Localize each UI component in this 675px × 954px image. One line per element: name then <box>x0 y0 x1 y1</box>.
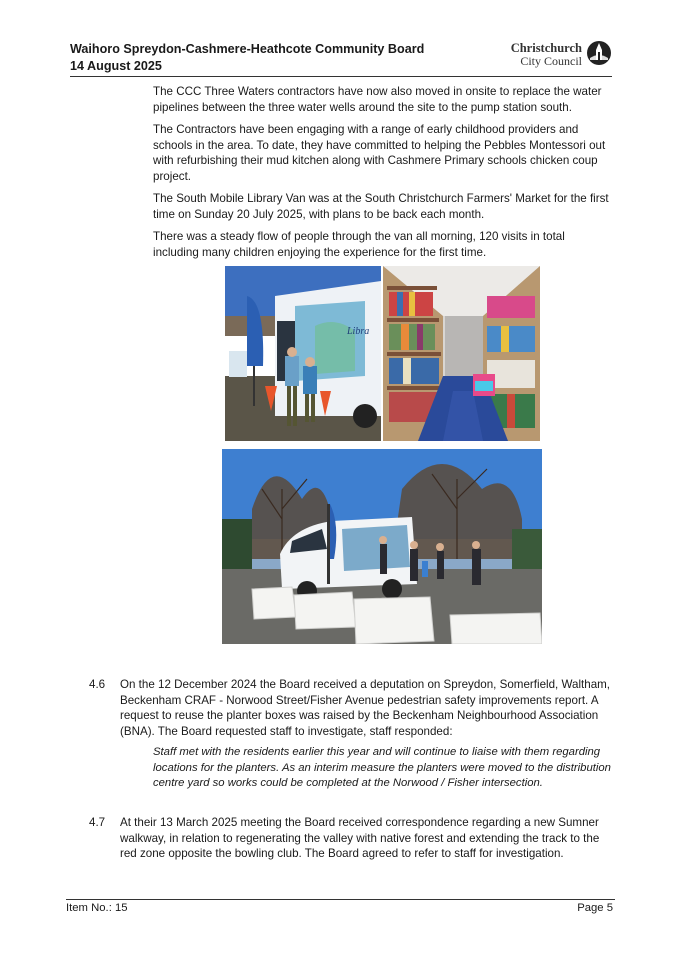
item-text-4-7: At their 13 March 2025 meeting the Board received correspondence regarding a new Sumner walkway, in relation to regenerating the valley with native forest and extending the track to the red zone opposite the bowling club. The Board agreed to refer to staff for investigation. <box>120 816 600 860</box>
paragraph-visits: There was a steady flow of people through the van all morning, 120 visits in total including many children enjoying the experience for the first time. <box>153 230 565 259</box>
header-title: Waihoro Spreydon-Cashmere-Heathcote Community Board <box>70 42 425 56</box>
council-logo <box>492 40 612 70</box>
logo-text-line1: Christchurch <box>510 41 582 55</box>
van-logo-text: Libra <box>347 326 370 337</box>
footer-item-number: Item No.: 15 <box>66 902 128 914</box>
photo-library-van-children <box>225 266 381 441</box>
item-text-4-6: On the 12 December 2024 the Board received a deputation on Spreydon, Somerfield, Waltham, Beckenham CRAF - Norwood Street/Fisher Avenue pedestrian safety improvements report. A request to reuse the planter boxes was raised by the Beckenham Neighbourhood Association (BNA). The Board requested staff to investigate, staff responded: <box>120 678 611 738</box>
header-date: 14 August 2025 <box>70 59 162 73</box>
staff-response-quote: Staff met with the residents earlier this year and will continue to liaise with them regarding locations for the planters. As an interim measure the planters were moved to the distribution centre yard so works could be completed at the Norwood / Fisher intersection. <box>153 746 611 789</box>
item-number-4-6: 4.6 <box>89 678 106 691</box>
paragraph-mobile-library: The South Mobile Library Van was at the South Christchurch Farmers' Market for the first time on Sunday 20 July 2025, with plans to be back each month. <box>153 192 609 221</box>
photo-van-at-market <box>222 449 542 644</box>
item-number-4-7: 4.7 <box>89 816 106 829</box>
footer-divider <box>66 899 615 900</box>
cathedral-logo-icon <box>586 40 612 66</box>
photo-library-interior <box>383 266 540 441</box>
header-divider <box>70 76 612 77</box>
paragraph-contractors: The Contractors have been engaging with a range of early childhood providers and schools in the area. To date, they have committed to helping the Pebbles Montessori out with refurbishing their mud kitchen along with Cashmere Primary schools chicken coup project. <box>153 123 606 183</box>
paragraph-three-waters: The CCC Three Waters contractors have now also moved in onsite to replace the water pipelines between the three water wells around the site to the pump station south. <box>153 85 602 114</box>
footer-page-number: Page 5 <box>577 902 613 914</box>
logo-text-line2: City Council <box>520 54 582 68</box>
page-header <box>70 40 612 74</box>
